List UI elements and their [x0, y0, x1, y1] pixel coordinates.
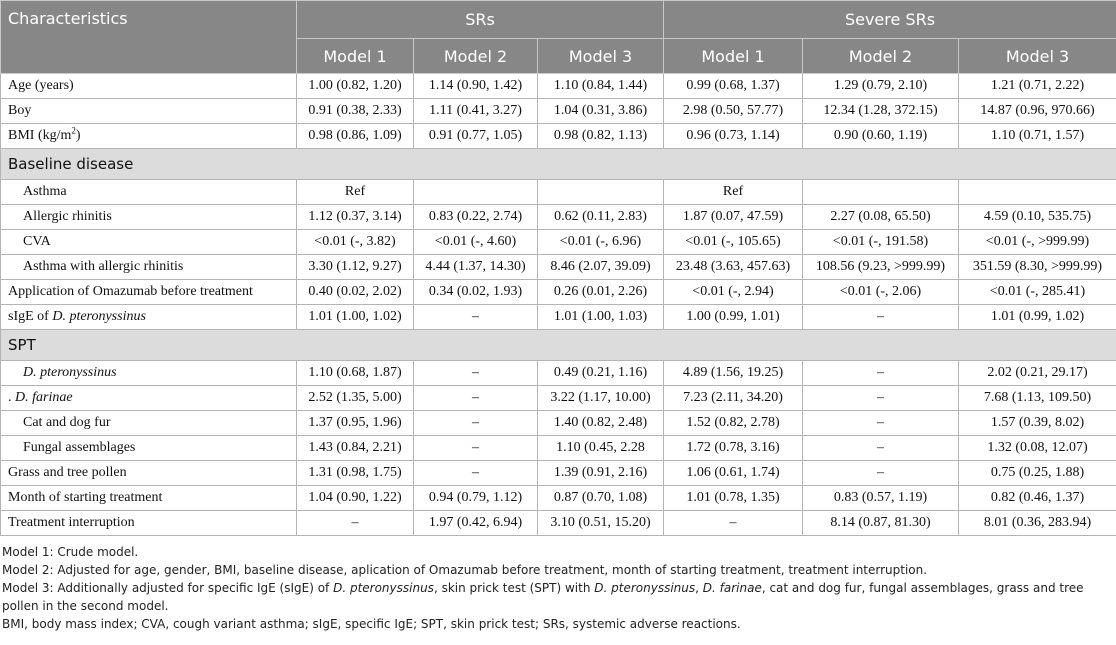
value-cell: –: [414, 461, 538, 486]
value-cell: 0.96 (0.73, 1.14): [664, 124, 803, 149]
footnote-model-1: Model 1: Crude model.: [2, 545, 139, 559]
value-cell: Ref: [297, 180, 414, 205]
value-cell: 1.12 (0.37, 3.14): [297, 205, 414, 230]
row-label: Cat and dog fur: [1, 411, 297, 436]
table-body: [1, 74, 1116, 536]
footnote-model-3: Model 3: Additionally adjusted for specific IgE (sIgE) of D. pteronyssinus, skin prick test (SPT) with D. pteronyssinus, D. farinae, cat and dog fur, fungal assemblages, grass and tree pollen in the second model.: [2, 581, 1084, 613]
value-cell: 0.98 (0.86, 1.09): [297, 124, 414, 149]
table-row: [1, 205, 1116, 230]
header-group-srs: SRs: [297, 1, 664, 39]
value-cell: –: [803, 436, 959, 461]
value-cell: 2.02 (0.21, 29.17): [959, 361, 1116, 386]
value-cell: 0.40 (0.02, 2.02): [297, 280, 414, 305]
row-label: Asthma: [1, 180, 297, 205]
value-cell: 1.21 (0.71, 2.22): [959, 74, 1116, 99]
value-cell: 1.06 (0.61, 1.74): [664, 461, 803, 486]
value-cell: 23.48 (3.63, 457.63): [664, 255, 803, 280]
table-row: [1, 436, 1116, 461]
value-cell: 4.59 (0.10, 535.75): [959, 205, 1116, 230]
header-model: Model 3: [959, 39, 1116, 74]
value-cell: 1.10 (0.84, 1.44): [538, 74, 664, 99]
section-heading: Baseline disease: [1, 149, 1116, 180]
value-cell: 1.31 (0.98, 1.75): [297, 461, 414, 486]
value-cell: 1.00 (0.82, 1.20): [297, 74, 414, 99]
value-cell: 1.43 (0.84, 2.21): [297, 436, 414, 461]
value-cell: 1.72 (0.78, 3.16): [664, 436, 803, 461]
value-cell: [803, 180, 959, 205]
value-cell: 1.97 (0.42, 6.94): [414, 511, 538, 536]
value-cell: 14.87 (0.96, 970.66): [959, 99, 1116, 124]
value-cell: 7.23 (2.11, 34.20): [664, 386, 803, 411]
value-cell: 0.49 (0.21, 1.16): [538, 361, 664, 386]
table-row: [1, 511, 1116, 536]
value-cell: 0.94 (0.79, 1.12): [414, 486, 538, 511]
value-cell: 2.27 (0.08, 65.50): [803, 205, 959, 230]
value-cell: 1.04 (0.90, 1.22): [297, 486, 414, 511]
value-cell: 108.56 (9.23, >999.99): [803, 255, 959, 280]
value-cell: 1.32 (0.08, 12.07): [959, 436, 1116, 461]
value-cell: 1.10 (0.71, 1.57): [959, 124, 1116, 149]
table-row: [1, 255, 1116, 280]
header-model: Model 1: [664, 39, 803, 74]
value-cell: –: [297, 511, 414, 536]
row-label: Boy: [1, 99, 297, 124]
value-cell: 0.98 (0.82, 1.13): [538, 124, 664, 149]
value-cell: 2.98 (0.50, 57.77): [664, 99, 803, 124]
row-label: BMI $(kg/m^2)$: [1, 124, 297, 149]
value-cell: 3.22 (1.17, 10.00): [538, 386, 664, 411]
value-cell: 0.99 (0.68, 1.37): [664, 74, 803, 99]
value-cell: 0.62 (0.11, 2.83): [538, 205, 664, 230]
table-row: [1, 486, 1116, 511]
value-cell: 0.83 (0.57, 1.19): [803, 486, 959, 511]
row-label: sIgE of D. pteronyssinus: [1, 305, 297, 330]
value-cell: –: [414, 386, 538, 411]
header-characteristics: Characteristics: [1, 1, 297, 74]
value-cell: 3.10 (0.51, 15.20): [538, 511, 664, 536]
value-cell: 1.39 (0.91, 2.16): [538, 461, 664, 486]
value-cell: 4.44 (1.37, 14.30): [414, 255, 538, 280]
value-cell: 1.10 (0.45, 2.28: [538, 436, 664, 461]
section-row: [1, 149, 1116, 180]
row-label: D. pteronyssinus: [1, 361, 297, 386]
row-label: Application of Omazumab before treatment: [1, 280, 297, 305]
value-cell: 0.87 (0.70, 1.08): [538, 486, 664, 511]
value-cell: <0.01 (-, 2.94): [664, 280, 803, 305]
header-model: Model 2: [414, 39, 538, 74]
value-cell: –: [803, 461, 959, 486]
value-cell: –: [803, 411, 959, 436]
value-cell: <0.01 (-, >999.99): [959, 230, 1116, 255]
value-cell: 0.90 (0.60, 1.19): [803, 124, 959, 149]
footnote-abbreviations: BMI, body mass index; CVA, cough variant asthma; sIgE, specific IgE; SPT, skin prick test; SRs, systemic adverse reactions.: [2, 617, 741, 631]
value-cell: <0.01 (-, 2.06): [803, 280, 959, 305]
value-cell: 1.00 (0.99, 1.01): [664, 305, 803, 330]
row-label: Month of starting treatment: [1, 486, 297, 511]
value-cell: 1.01 (0.99, 1.02): [959, 305, 1116, 330]
table-row: [1, 180, 1116, 205]
value-cell: 0.82 (0.46, 1.37): [959, 486, 1116, 511]
value-cell: 1.87 (0.07, 47.59): [664, 205, 803, 230]
table-row: [1, 461, 1116, 486]
value-cell: –: [414, 436, 538, 461]
value-cell: –: [414, 305, 538, 330]
row-label: Allergic rhinitis: [1, 205, 297, 230]
header-model: Model 1: [297, 39, 414, 74]
value-cell: 0.26 (0.01, 2.26): [538, 280, 664, 305]
table-row: [1, 361, 1116, 386]
table-row: [1, 124, 1116, 149]
value-cell: [538, 180, 664, 205]
value-cell: <0.01 (-, 4.60): [414, 230, 538, 255]
value-cell: 1.14 (0.90, 1.42): [414, 74, 538, 99]
row-label: Age (years): [1, 74, 297, 99]
section-row: [1, 330, 1116, 361]
value-cell: 8.14 (0.87, 81.30): [803, 511, 959, 536]
value-cell: –: [664, 511, 803, 536]
value-cell: [959, 180, 1116, 205]
row-label: Fungal assemblages: [1, 436, 297, 461]
value-cell: 1.29 (0.79, 2.10): [803, 74, 959, 99]
table-footnotes: [2, 543, 1114, 633]
value-cell: 1.01 (1.00, 1.02): [297, 305, 414, 330]
table-row: [1, 74, 1116, 99]
value-cell: –: [414, 411, 538, 436]
value-cell: 4.89 (1.56, 19.25): [664, 361, 803, 386]
header-model: Model 3: [538, 39, 664, 74]
value-cell: 3.30 (1.12, 9.27): [297, 255, 414, 280]
value-cell: <0.01 (-, 6.96): [538, 230, 664, 255]
value-cell: [414, 180, 538, 205]
section-heading: SPT: [1, 330, 1116, 361]
value-cell: 0.91 (0.77, 1.05): [414, 124, 538, 149]
value-cell: 0.34 (0.02, 1.93): [414, 280, 538, 305]
value-cell: 1.40 (0.82, 2.48): [538, 411, 664, 436]
value-cell: 12.34 (1.28, 372.15): [803, 99, 959, 124]
value-cell: <0.01 (-, 3.82): [297, 230, 414, 255]
value-cell: <0.01 (-, 191.58): [803, 230, 959, 255]
value-cell: 351.59 (8.30, >999.99): [959, 255, 1116, 280]
value-cell: 0.83 (0.22, 2.74): [414, 205, 538, 230]
row-label: CVA: [1, 230, 297, 255]
value-cell: 1.01 (0.78, 1.35): [664, 486, 803, 511]
value-cell: 1.04 (0.31, 3.86): [538, 99, 664, 124]
value-cell: 0.75 (0.25, 1.88): [959, 461, 1116, 486]
table-row: [1, 230, 1116, 255]
table-header: [1, 1, 1116, 74]
value-cell: –: [803, 361, 959, 386]
table-row: [1, 99, 1116, 124]
value-cell: 1.10 (0.68, 1.87): [297, 361, 414, 386]
row-label: Treatment interruption: [1, 511, 297, 536]
value-cell: 1.37 (0.95, 1.96): [297, 411, 414, 436]
value-cell: –: [803, 386, 959, 411]
value-cell: 1.57 (0.39, 8.02): [959, 411, 1116, 436]
header-model: Model 2: [803, 39, 959, 74]
table-row: [1, 411, 1116, 436]
footnote-model-2: Model 2: Adjusted for age, gender, BMI, baseline disease, aplication of Omazumab before treatment, month of starting treatment, treatment interruption.: [2, 563, 928, 577]
value-cell: Ref: [664, 180, 803, 205]
value-cell: 2.52 (1.35, 5.00): [297, 386, 414, 411]
value-cell: 1.52 (0.82, 2.78): [664, 411, 803, 436]
header-group-severe-srs: Severe SRs: [664, 1, 1116, 39]
value-cell: 1.01 (1.00, 1.03): [538, 305, 664, 330]
table-row: [1, 305, 1116, 330]
table-row: [1, 280, 1116, 305]
value-cell: <0.01 (-, 285.41): [959, 280, 1116, 305]
value-cell: 8.01 (0.36, 283.94): [959, 511, 1116, 536]
value-cell: –: [803, 305, 959, 330]
value-cell: <0.01 (-, 105.65): [664, 230, 803, 255]
value-cell: 8.46 (2.07, 39.09): [538, 255, 664, 280]
row-label: . D. farinae: [1, 386, 297, 411]
value-cell: 1.11 (0.41, 3.27): [414, 99, 538, 124]
value-cell: –: [414, 361, 538, 386]
table-row: [1, 386, 1116, 411]
value-cell: 0.91 (0.38, 2.33): [297, 99, 414, 124]
row-label: Grass and tree pollen: [1, 461, 297, 486]
value-cell: 7.68 (1.13, 109.50): [959, 386, 1116, 411]
row-label: Asthma with allergic rhinitis: [1, 255, 297, 280]
